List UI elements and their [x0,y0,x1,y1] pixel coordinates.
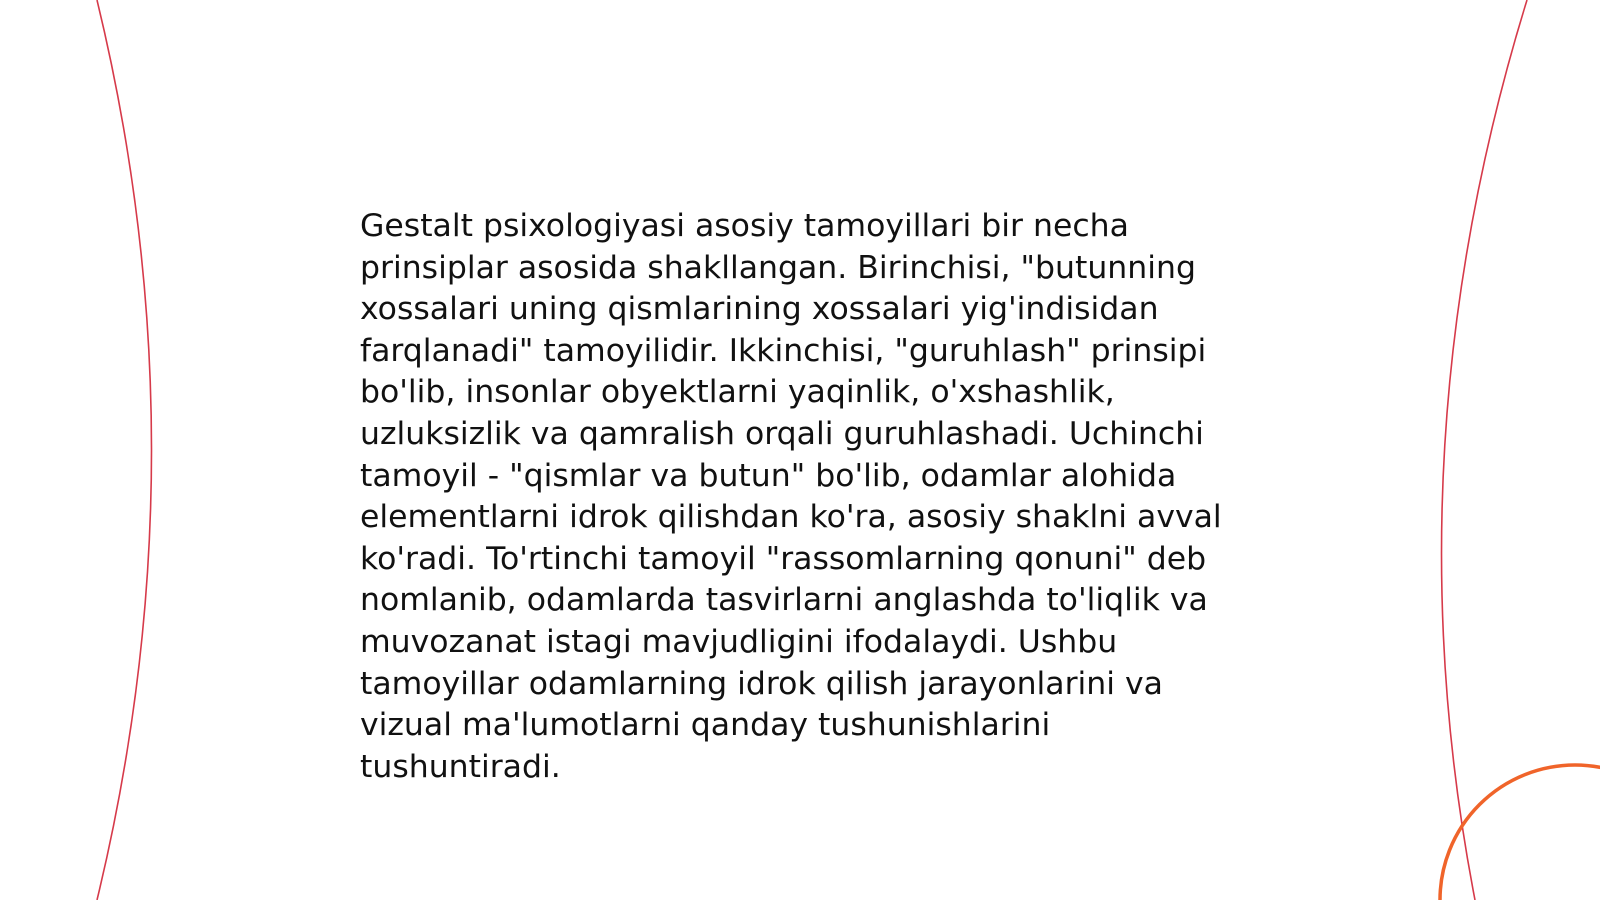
body-text: Gestalt psixologiyasi asosiy tamoyillari bir necha prinsiplar asosida shakllangan. Birinchisi, "butunning xossalari uning qismlarining xossalari yig'indisidan farqlanadi" tamoyilidir. Ikkinchisi, "guruhlash" prinsipi bo'lib, insonlar obyektlarni yaqinlik, o'xshashlik, uzluksizlik va qamralish orqali guruhlashadi. Uchinchi tamoyil - "qismlar va butun" bo'lib, odamlar alohida elementlarni idrok qilishdan ko'ra, asosiy shaklni avval ko'radi. To'rtinchi tamoyil "rassomlarning qonuni" deb nomlanib, odamlarda tasvirlarni anglashda to'liqlik va muvozanat istagi mavjudligini ifodalaydi. Ushbu tamoyillar odamlarning idrok qilish jarayonlarini va vizual ma'lumotlarni qanday tushunishlarini tushuntiradi. [360,208,1222,785]
left-curve-line [97,0,152,900]
right-curve-line [1442,0,1527,900]
